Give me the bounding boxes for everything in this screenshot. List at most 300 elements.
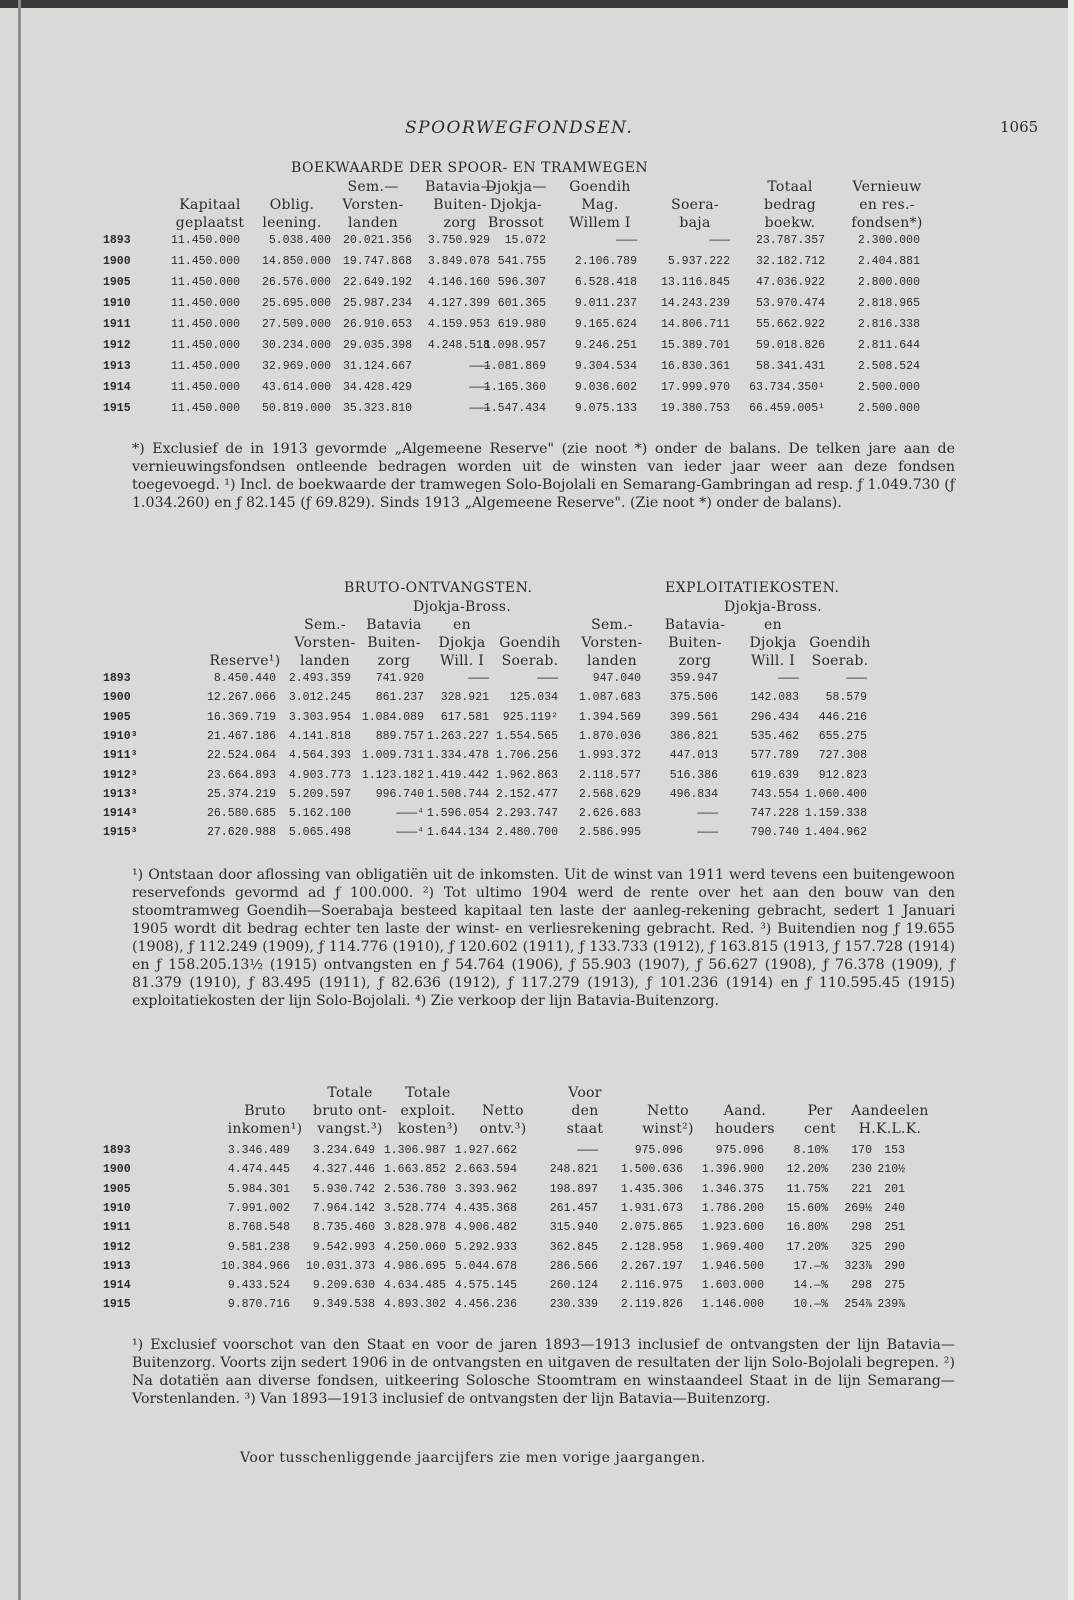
table-cell: 359.947 [669,672,718,685]
table-cell: 58.341.431 [755,360,825,373]
column-header: fondsen*) [851,215,923,231]
table-cell: 261.457 [549,1201,598,1215]
table-cell: 14.—% [793,1279,828,1293]
table-cell: 1.870.036 [578,729,641,743]
scan-top-edge [0,0,1074,8]
table-cell: 4.250.060 [383,1240,446,1254]
table-cell: 1.419.442 [426,768,489,782]
table-cell: ——— [709,234,730,247]
table-cell: ——— [778,672,799,685]
column-header: Soerab. [811,653,869,669]
table-cell: 296.434 [750,710,799,724]
table-cell: 1.123.182 [361,768,424,782]
row-year: 1893 [103,1144,131,1157]
table-cell: 11.75% [786,1182,828,1196]
table-cell: 11.450.000 [170,297,240,310]
table-cell: 27.509.000 [261,318,331,331]
row-year: 1900 [103,1163,131,1177]
table-cell: 9.542.993 [312,1240,375,1254]
table-cell: 66.459.005¹ [749,402,825,415]
table-cell: 26.910.653 [342,318,412,331]
table-cell: 23.664.893 [206,768,276,782]
column-header: houders [715,1121,775,1137]
column-header: Totale [327,1085,373,1101]
column-header: Reserve¹) [209,653,281,669]
table-cell: 2.300.000 [857,234,920,247]
table-cell: 298 [851,1221,872,1235]
column-header: leening. [262,215,322,231]
title-bruto-ontvangsten: BRUTO-ONTVANGSTEN. [344,580,533,596]
column-header: Bruto [244,1103,286,1119]
table-cell: 3.393.962 [454,1182,517,1196]
table-cell: 25.695.000 [261,297,331,310]
table-cell: 1.596.054 [426,807,489,821]
table-cell: 11.450.000 [170,255,240,268]
column-header: vangst.³) [317,1121,383,1137]
table-cell: 925.119² [502,710,558,724]
table-cell: 5.065.498 [288,826,351,840]
table-cell: 22.524.064 [206,749,276,763]
row-year: 1905 [103,276,131,289]
column-header: Vorsten- [294,635,356,651]
table-cell: 2.116.975 [620,1279,683,1293]
table-cell: 1.165.360 [483,381,546,394]
column-header: landen [348,215,398,231]
table-cell: 2.106.789 [574,255,637,268]
table-cell: ——— [469,360,490,373]
column-header: Will. I [750,653,796,669]
table-cell: 2.118.577 [578,768,641,782]
table-cell: ——— [846,672,867,685]
table-cell: 9.870.716 [227,1298,290,1312]
table-cell: 947.040 [592,672,641,685]
table-cell: 5.044.678 [454,1259,517,1273]
row-year: 1893 [103,234,131,247]
row-year: 1910 [103,297,131,310]
table-cell: 298 [851,1279,872,1293]
table-cell: 2.818.965 [857,297,920,310]
table-cell: 4.327.446 [312,1163,375,1177]
column-header: Djokja [749,635,797,651]
table-cell: 19.747.868 [342,255,412,268]
column-header: Soerab. [501,653,559,669]
column-header: Kapitaal [179,197,241,213]
table-cell: 2.536.780 [383,1182,446,1196]
table-cell: 32.182.712 [755,255,825,268]
row-year: 1911³ [103,749,138,763]
table-cell: 1.603.000 [701,1279,764,1293]
table-cell: 617.581 [440,710,489,724]
row-year: 1913³ [103,787,138,801]
table-cell: 12.267.066 [206,691,276,705]
table-cell: 8.735.460 [312,1221,375,1235]
table-cell: 1.706.256 [495,749,558,763]
table-cell: 16.830.361 [660,360,730,373]
table-cell: 32.969.000 [261,360,331,373]
table-cell: 230.339 [549,1298,598,1312]
table-cell: 447.013 [669,749,718,763]
table-cell: 9.581.238 [227,1240,290,1254]
table-cell: 1.931.673 [620,1201,683,1215]
column-header: Aand. [723,1103,767,1119]
column-header: Sem.- [304,617,346,633]
table-cell: 29.035.398 [342,339,412,352]
table-cell: 4.456.236 [454,1298,517,1312]
table-cell: 15.60% [786,1201,828,1215]
table-cell: 9.165.624 [574,318,637,331]
table-cell: 11.450.000 [170,276,240,289]
row-year: 1912 [103,339,131,352]
table-cell: 201 [884,1182,905,1196]
table-cell: 5.209.597 [288,787,351,801]
table-cell: 15.072 [504,234,546,247]
row-year: 1905 [103,710,131,724]
column-header: kosten³) [397,1121,459,1137]
table-cell: 323⅞ [844,1259,872,1273]
table-cell: 23.787.357 [755,234,825,247]
table-cell: 889.757 [375,729,424,743]
table-cell: 655.275 [818,729,867,743]
table-cell: 2.500.000 [857,381,920,394]
table-cell: 1.554.565 [495,729,558,743]
column-header: Djokja-Bross. [412,599,512,615]
table-cell: 53.970.474 [755,297,825,310]
column-header: Goendih [499,635,561,651]
table-cell: 3.528.774 [383,1201,446,1215]
column-header: Djokja-Bross. [723,599,823,615]
table-cell: 3.346.489 [227,1144,290,1157]
table-cell: 4.159.953 [427,318,490,331]
row-year: 1910 [103,1201,131,1215]
column-header: en res.- [859,197,915,213]
table-cell: 3.234.649 [312,1144,375,1157]
row-year: 1911 [103,1221,131,1235]
table-cell: 1.159.338 [804,807,867,821]
table-cell: 4.146.160 [427,276,490,289]
row-year: 1914³ [103,807,138,821]
table-cell: 2.508.524 [857,360,920,373]
table-cell: 747.228 [750,807,799,821]
table-cell: 1.923.600 [701,1221,764,1235]
table-title: BOEKWAARDE DER SPOOR- EN TRAMWEGEN [291,160,649,176]
table-cell: 9.036.602 [574,381,637,394]
table-cell: 4.248.518 [427,339,490,352]
row-year: 1914 [103,381,131,394]
table-cell: 2.816.338 [857,318,920,331]
column-header: Buiten- [367,635,421,651]
column-header: ontv.³) [479,1121,527,1137]
table-cell: 619.639 [750,768,799,782]
table-cell: 3.828.978 [383,1221,446,1235]
row-year: 1915 [103,402,131,415]
column-header: landen [587,653,637,669]
table-cell: 1.346.375 [701,1182,764,1196]
table-cell: 47.036.922 [755,276,825,289]
row-year: 1915³ [103,826,138,840]
table-cell: 269½ [844,1201,872,1215]
table-cell: 375.506 [669,691,718,705]
closing-note: Voor tusschenliggende jaarcijfers zie men vorige jaargangen. [240,1450,706,1466]
table-cell: 9.246.251 [574,339,637,352]
column-header: Buiten- [433,197,487,213]
table-cell: 27.620.988 [206,826,276,840]
table-cell: 239⅞ [877,1298,905,1312]
column-header: Djokja— [485,179,547,195]
table-cell: 1.404.962 [804,826,867,840]
table-cell: 19.380.753 [660,402,730,415]
table-cell: ———⁴ [396,807,424,821]
table-cell: 254⅞ [844,1298,872,1312]
table-cell: 55.662.922 [755,318,825,331]
row-year: 1910³ [103,729,138,743]
table-cell: 975.096 [715,1144,764,1157]
table-cell: 4.903.773 [288,768,351,782]
table-cell: 3.750.929 [427,234,490,247]
table-cell: 170 [851,1144,872,1157]
table-cell: 1.081.869 [483,360,546,373]
table-cell: 2.480.700 [495,826,558,840]
table-cell: ——— [697,807,718,821]
table-cell: 5.984.301 [227,1182,290,1196]
table-cell: 210½ [877,1163,905,1177]
column-header: zorg [377,653,411,669]
table-cell: 50.819.000 [261,402,331,415]
column-header: Buiten- [668,635,722,651]
footnote-inkomen: ¹) Exclusief voorschot van den Staat en voor de jaren 1893—1913 inclusief de ontvangsten der lijn Batavia—Buitenzorg. Voorts zijn sedert 1906 in de ontvangsten en uitgaven de resultaten der lijn Solo-Bojolali begrepen. ²) Na dotatiën aan diverse fondsen, uitkeering Solosche Stoomtram en winstaandeel Staat in de lijn Semarang—Vorstenlanden. ³) Van 1893—1913 inclusief de ontvangsten der lijn Batavia—Buitenzorg. [132,1337,955,1407]
column-header: cent [804,1121,836,1137]
column-header: den [571,1103,599,1119]
table-cell: 20.021.356 [342,234,412,247]
column-header: Voor [568,1085,602,1101]
table-cell: 2.586.995 [578,826,641,840]
table-cell: 1.786.200 [701,1201,764,1215]
column-header: staat [566,1121,604,1137]
table-cell: 11.450.000 [170,402,240,415]
column-header: zorg [678,653,712,669]
table-cell: 2.128.958 [620,1240,683,1254]
table-cell: 26.580.685 [206,807,276,821]
table-cell: 248.821 [549,1163,598,1177]
column-header: Vernieuw [852,179,922,195]
title-exploitatiekosten: EXPLOITATIEKOSTEN. [665,580,840,596]
table-cell: 5.937.222 [667,255,730,268]
table-cell: 5.038.400 [268,234,331,247]
column-header: Netto [482,1103,524,1119]
column-header: Totaal [767,179,813,195]
table-cell: 26.576.000 [261,276,331,289]
table-cell: 8.768.548 [227,1221,290,1235]
table-cell: 1.306.987 [383,1144,446,1157]
column-header: baja [679,215,711,231]
table-ontvangsten-kosten [0,580,1074,850]
table-cell: 2.267.197 [620,1259,683,1273]
table-cell: 2.404.881 [857,255,920,268]
table-cell: 240 [884,1201,905,1215]
table-cell: 328.921 [440,691,489,705]
table-cell: ——— [616,234,637,247]
table-cell: 198.897 [549,1182,598,1196]
table-cell: 16.369.719 [206,710,276,724]
table-cell: 11.450.000 [170,339,240,352]
table-cell: 10.384.966 [220,1259,290,1273]
column-header: Oblig. [269,197,315,213]
column-header: Goendih [569,179,631,195]
table-cell: 30.234.000 [261,339,331,352]
table-cell: 1.663.852 [383,1163,446,1177]
table-cell: 11.450.000 [170,318,240,331]
column-header: Vorsten- [581,635,643,651]
row-year: 1912³ [103,768,138,782]
table-cell: 290 [884,1259,905,1273]
table-cell: 286.566 [549,1259,598,1273]
table-cell: 35.323.810 [342,402,412,415]
table-cell: 153 [884,1144,905,1157]
table-cell: 43.614.000 [261,381,331,394]
table-cell: 496.834 [669,787,718,801]
table-cell: 1.969.400 [701,1240,764,1254]
column-header: bruto ont- [313,1103,387,1119]
table-cell: 9.209.630 [312,1279,375,1293]
table-cell: 10.—% [793,1298,828,1312]
column-header: landen [300,653,350,669]
table-cell: 9.433.524 [227,1279,290,1293]
table-cell: 1.098.957 [483,339,546,352]
table-cell: 13.116.845 [660,276,730,289]
table-cell: 4.986.695 [383,1259,446,1273]
table-cell: 516.386 [669,768,718,782]
table-cell: 290 [884,1240,905,1254]
table-cell: 2.663.594 [454,1163,517,1177]
column-header: Willem I [569,215,631,231]
column-header: Will. I [439,653,485,669]
table-cell: 577.789 [750,749,799,763]
column-header: Batavia [366,617,422,633]
table-cell: 1.993.372 [578,749,641,763]
column-header: winst²) [642,1121,694,1137]
table-cell: 1.084.089 [361,710,424,724]
table-cell: 5.930.742 [312,1182,375,1196]
table-cell: 4.575.145 [454,1279,517,1293]
table-cell: 601.365 [497,297,546,310]
column-header: geplaatst [175,215,245,231]
table-cell: 619.980 [497,318,546,331]
footnote-ontvangsten: ¹) Ontstaan door aflossing van obligatiën uit de inkomsten. Uit de winst van 1911 werd tevens een buitengewoon reservefonds gevormd ad ƒ 100.000. ²) Tot ultimo 1904 werd de rente over het aan den bouw van den stoomtramweg Goendih—Soerabaja besteed kapitaal ten laste der aanleg-rekening gebracht, sedert 1 Januari 1905 wordt dit bedrag echter ten laste der winst- en verliesrekening gebracht. Red. ³) Buitendien nog ƒ 19.655 (1908), ƒ 112.249 (1909), ƒ 114.776 (1910), ƒ 120.602 (1911), ƒ 133.733 (1912), ƒ 163.815 (1913, ƒ 157.728 (1914) en ƒ 158.205.13½ (1915) ontvangsten en ƒ 54.764 (1906), ƒ 55.903 (1907), ƒ 56.627 (1908), ƒ 76.378 (1909), ƒ 81.379 (1910), ƒ 83.495 (1911), ƒ 82.636 (1912), ƒ 117.279 (1913), ƒ 101.236 (1914) en ƒ 110.595.45 (1915) exploitatiekosten der lijn Solo-Bojolali. ⁴) Zie verkoop der lijn Batavia-Buitenzorg. [132,867,955,1009]
table-cell: 1.009.731 [361,749,424,763]
table-cell: 9.075.133 [574,402,637,415]
table-cell: 260.124 [549,1279,598,1293]
row-year: 1911 [103,318,131,331]
table-cell: 10.031.373 [305,1259,375,1273]
column-header: Sem.— [347,179,399,195]
table-cell: 1.946.500 [701,1259,764,1273]
table-cell: 1.547.434 [483,402,546,415]
column-header: en [453,617,471,633]
table-cell: 221 [851,1182,872,1196]
table-cell: 25.987.234 [342,297,412,310]
table-cell: ——— [697,826,718,840]
column-header: Mag. [581,197,619,213]
table-cell: 5.162.100 [288,807,351,821]
column-header: zorg [443,215,477,231]
table-cell: 1.334.478 [426,749,489,763]
table-cell: 790.740 [750,826,799,840]
table-cell: 17.—% [793,1259,828,1273]
table-cell: 22.649.192 [342,276,412,289]
table-cell: 58.579 [825,691,867,705]
table-cell: 5.292.933 [454,1240,517,1254]
table-cell: 1.435.306 [620,1182,683,1196]
table-cell: 125.034 [509,691,558,705]
footnote-boekwaarde: *) Exclusief de in 1913 gevormde „Algemeene Reserve" (zie noot *) onder de balans. De telken jare aan de vernieuwingsfondsen ontleende bedragen worden uit de winsten van ieder jaar weer aan deze fondsen toegevoegd. ¹) Incl. de boekwaarde der tramwegen Solo-Bojolali en Semarang-Gambringan ad resp. ƒ 1.049.730 (ƒ 1.034.260) en ƒ 82.145 (ƒ 69.829). Sinds 1913 „Algemeene Reserve". (Zie noot *) onder de balans). [132,441,955,511]
table-cell: 4.906.482 [454,1221,517,1235]
table-cell: 17.999.970 [660,381,730,394]
table-cell: 25.374.219 [206,787,276,801]
table-cell: 142.083 [750,691,799,705]
column-header: Batavia— [425,179,495,195]
table-cell: ——— [577,1144,598,1157]
table-cell: 4.435.368 [454,1201,517,1215]
table-cell: 2.568.629 [578,787,641,801]
column-header: Goendih [809,635,871,651]
table-cell: 2.811.644 [857,339,920,352]
table-cell: 17.20% [786,1240,828,1254]
table-cell: 2.626.683 [578,807,641,821]
row-year: 1914 [103,1279,131,1293]
table-cell: 11.450.000 [170,234,240,247]
table-cell: 325 [851,1240,872,1254]
table-cell: 16.80% [786,1221,828,1235]
column-header: exploit. [400,1103,456,1119]
column-header: Batavia- [664,617,726,633]
table-cell: 362.845 [549,1240,598,1254]
column-header: inkomen¹) [227,1121,303,1137]
table-cell: 9.349.538 [312,1298,375,1312]
table-cell: 541.755 [497,255,546,268]
table-cell: 3.012.245 [288,691,351,705]
table-cell: 8.450.440 [213,672,276,685]
table-cell: 3.849.078 [427,255,490,268]
table-cell: 7.964.142 [312,1201,375,1215]
table-cell: 446.216 [818,710,867,724]
table-cell: ——— [468,672,489,685]
running-title: SPOORWEGFONDSEN. [405,118,634,138]
column-header: Brossot [488,215,544,231]
table-cell: 31.124.667 [342,360,412,373]
column-header: Aandeelen [851,1103,929,1119]
page-header [0,118,1074,144]
column-header: Per [807,1103,833,1119]
table-cell: 34.428.429 [342,381,412,394]
table-cell: 741.920 [375,672,424,685]
table-cell: 1.087.683 [578,691,641,705]
row-year: 1893 [103,672,131,685]
table-cell: 3.303.954 [288,710,351,724]
column-header: Netto [647,1103,689,1119]
table-cell: 2.293.747 [495,807,558,821]
column-header: Vorsten- [342,197,404,213]
table-cell: 11.450.000 [170,381,240,394]
table-cell: 2.075.865 [620,1221,683,1235]
column-header: en [764,617,782,633]
table-cell: 1.263.227 [426,729,489,743]
table-cell: 4.474.445 [227,1163,290,1177]
table-cell: 315.940 [549,1221,598,1235]
table-cell: 2.119.826 [620,1298,683,1312]
table-cell: 975.096 [634,1144,683,1157]
table-cell: ——— [537,672,558,685]
table-cell: 11.450.000 [170,360,240,373]
table-cell: 2.493.359 [288,672,351,685]
